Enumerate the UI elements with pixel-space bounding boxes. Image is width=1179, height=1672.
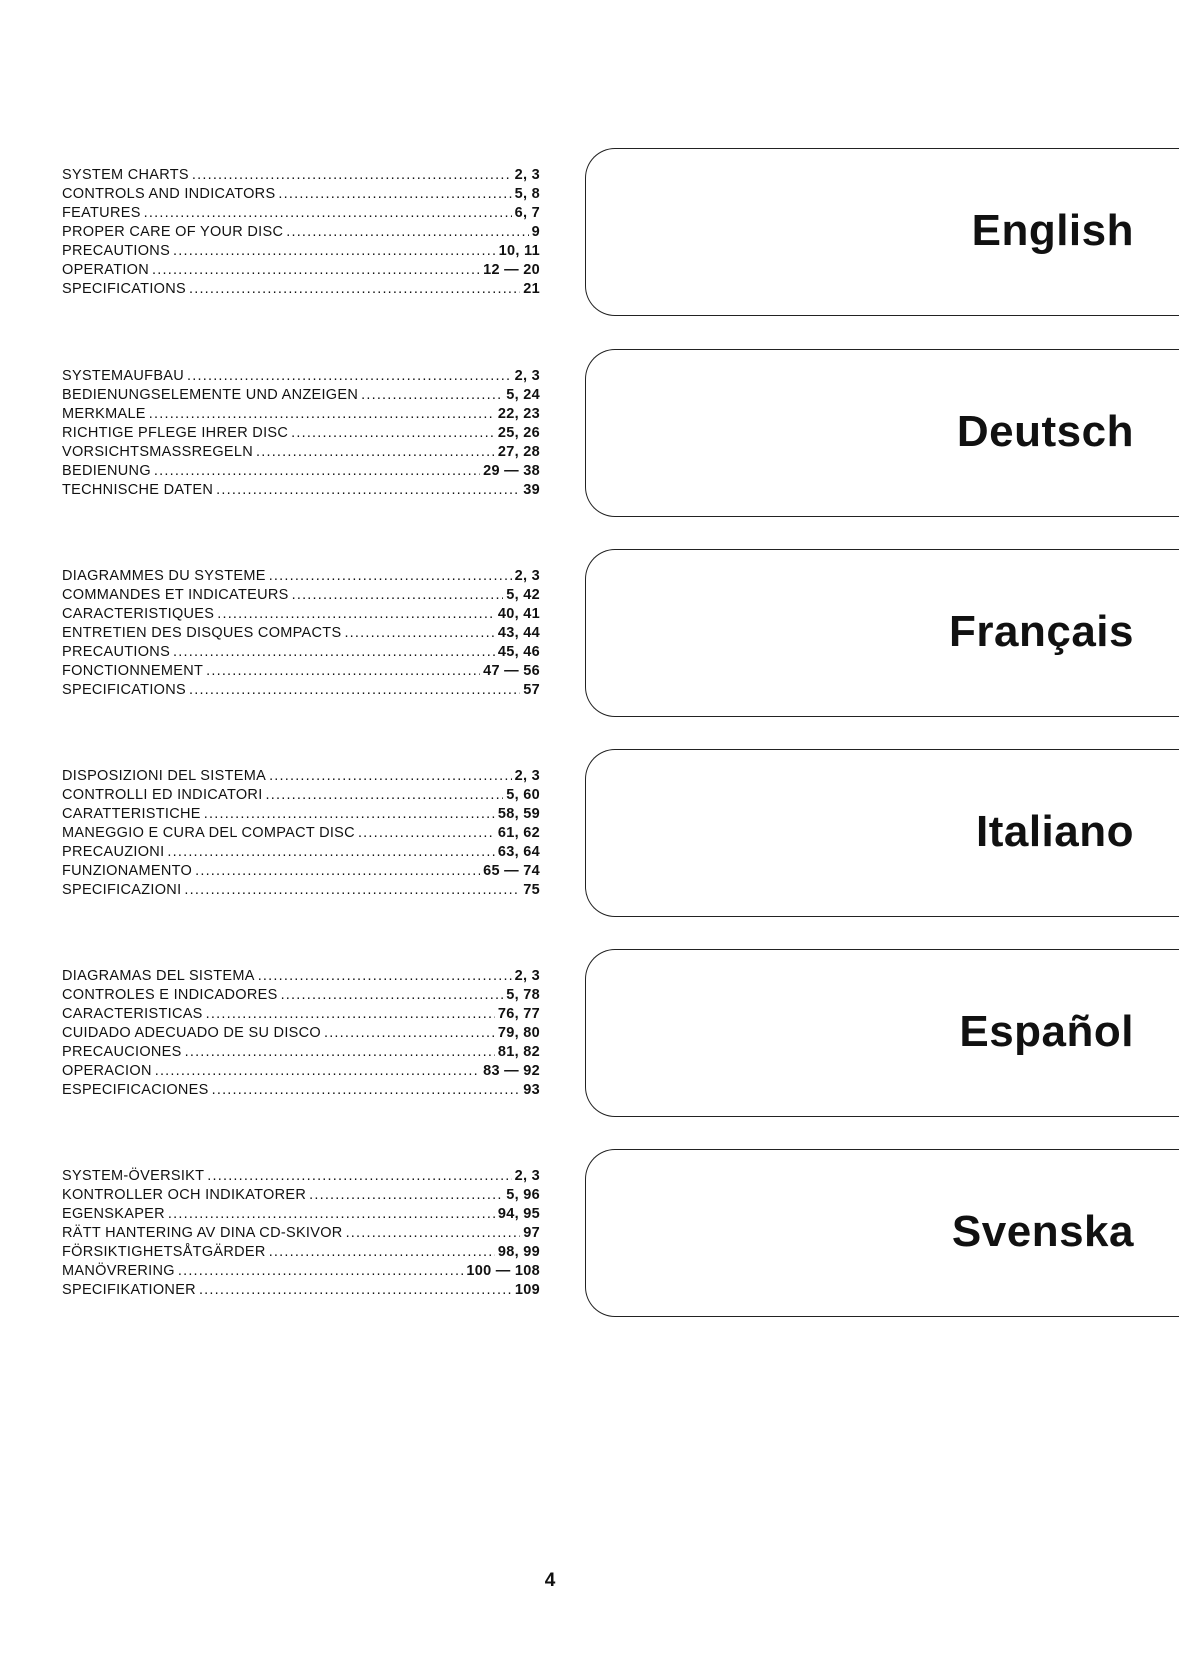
language-tab-label: Français: [949, 607, 1134, 656]
toc-entry[interactable]: [62, 405, 540, 424]
toc-entry-pages: 12 — 20: [483, 262, 540, 278]
toc-entry-title: MANEGGIO E CURA DEL COMPACT DISC: [62, 825, 355, 841]
toc-entry[interactable]: [62, 443, 540, 462]
toc-entry-pages: 5, 8: [514, 186, 540, 202]
language-tab-francais[interactable]: [585, 549, 1179, 717]
toc-entry-title: FEATURES: [62, 205, 141, 221]
dot-leader: [167, 843, 494, 862]
toc-entry-title: CARATTERISTICHE: [62, 806, 201, 822]
toc-entry-title: SPECIFIKATIONER: [62, 1282, 196, 1298]
toc-entry-title: ESPECIFICACIONES: [62, 1082, 209, 1098]
toc-entry-pages: 57: [523, 682, 540, 698]
language-tab-italiano[interactable]: [585, 749, 1179, 917]
toc-entry-pages: 39: [523, 482, 540, 498]
section-deutsch: [0, 349, 1179, 529]
toc-entry[interactable]: [62, 786, 540, 805]
toc-entry-pages: 43, 44: [497, 625, 540, 641]
dot-leader: [173, 643, 495, 662]
language-tab-espanol[interactable]: [585, 949, 1179, 1117]
dot-leader: [168, 1205, 495, 1224]
toc-entry[interactable]: [62, 386, 540, 405]
toc-entry-pages: 93: [523, 1082, 540, 1098]
toc-entry-pages: 5, 96: [506, 1187, 540, 1203]
dot-leader: [217, 605, 495, 624]
dot-leader: [258, 967, 512, 986]
toc-entry-pages: 22, 23: [497, 406, 540, 422]
dot-leader: [292, 586, 504, 605]
dot-leader: [192, 166, 512, 185]
toc-entry-pages: 81, 82: [497, 1044, 540, 1060]
toc-entry-pages: 100 — 108: [466, 1263, 540, 1279]
toc-entry-pages: 2, 3: [514, 167, 540, 183]
toc-entry-title: DIAGRAMMES DU SYSTEME: [62, 568, 266, 584]
toc-entry-title: SYSTEMAUFBAU: [62, 368, 185, 384]
toc-entry-title: CARACTERISTIQUES: [62, 606, 215, 622]
toc-entry[interactable]: [62, 242, 540, 261]
toc-entry[interactable]: [62, 462, 540, 481]
dot-leader: [269, 767, 512, 786]
toc-entry-pages: 75: [523, 882, 540, 898]
section-espanol: [0, 949, 1179, 1129]
toc-entry-title: BEDIENUNG: [62, 463, 151, 479]
language-tab-label: Español: [959, 1007, 1134, 1056]
section-english: [0, 148, 1179, 328]
dot-leader: [256, 443, 495, 462]
toc-entry-pages: 45, 46: [497, 644, 540, 660]
dot-leader: [189, 280, 520, 299]
language-tab-english[interactable]: [585, 148, 1179, 316]
toc-entry[interactable]: [62, 1281, 540, 1300]
toc-entry-pages: 47 — 56: [483, 663, 540, 679]
dot-leader: [206, 662, 480, 681]
toc-entry-pages: 2, 3: [514, 1168, 540, 1184]
toc-entry[interactable]: [62, 681, 540, 700]
toc-entry[interactable]: [62, 185, 540, 204]
toc-entry[interactable]: [62, 1005, 540, 1024]
toc-entry[interactable]: [62, 843, 540, 862]
toc-entry[interactable]: [62, 881, 540, 900]
toc-entry-pages: 21: [523, 281, 540, 297]
toc-entry-pages: 9: [531, 224, 540, 240]
dot-leader: [216, 481, 520, 500]
dot-leader: [155, 1062, 480, 1081]
toc-entry[interactable]: [62, 1081, 540, 1100]
toc-entry-title: PRECAUTIONS: [62, 644, 171, 660]
toc-entry[interactable]: [62, 1186, 540, 1205]
language-tab-label: English: [971, 206, 1134, 255]
dot-leader: [149, 405, 495, 424]
toc-entry-pages: 65 — 74: [483, 863, 540, 879]
dot-leader: [173, 242, 496, 261]
toc-entry-title: DIAGRAMAS DEL SISTEMA: [62, 968, 255, 984]
toc-entry-title: SYSTEM-ÖVERSIKT: [62, 1168, 205, 1184]
toc-entry[interactable]: [62, 1224, 540, 1243]
toc-entry[interactable]: [62, 567, 540, 586]
toc-entry-title: FONCTIONNEMENT: [62, 663, 204, 679]
dot-leader: [199, 1281, 512, 1300]
page-number: 4: [544, 1570, 556, 1591]
toc-list: [62, 767, 540, 900]
toc-entry[interactable]: [62, 280, 540, 299]
toc-entry-title: CARACTERISTICAS: [62, 1006, 203, 1022]
toc-entry-pages: 109: [514, 1282, 540, 1298]
toc-entry-title: RICHTIGE PFLEGE IHRER DISC: [62, 425, 289, 441]
toc-entry-pages: 27, 28: [497, 444, 540, 460]
toc-entry-pages: 2, 3: [514, 568, 540, 584]
dot-leader: [152, 261, 480, 280]
toc-entry-pages: 58, 59: [497, 806, 540, 822]
toc-entry-pages: 79, 80: [497, 1025, 540, 1041]
section-italiano: [0, 749, 1179, 929]
toc-entry-pages: 98, 99: [497, 1244, 540, 1260]
dot-leader: [144, 204, 512, 223]
section-francais: [0, 549, 1179, 729]
toc-entry-title: PRECAUZIONI: [62, 844, 165, 860]
dot-leader: [206, 1005, 495, 1024]
toc-entry-title: VORSICHTSMASSREGELN: [62, 444, 254, 460]
language-tab-label: Svenska: [951, 1207, 1134, 1256]
dot-leader: [346, 1224, 521, 1243]
dot-leader: [184, 881, 520, 900]
toc-entry-title: MANÖVRERING: [62, 1263, 175, 1279]
language-tab-svenska[interactable]: [585, 1149, 1179, 1317]
toc-entry-pages: 40, 41: [497, 606, 540, 622]
toc-entry[interactable]: [62, 624, 540, 643]
dot-leader: [344, 624, 494, 643]
dot-leader: [204, 805, 495, 824]
toc-entry[interactable]: [62, 767, 540, 786]
toc-entry-pages: 94, 95: [497, 1206, 540, 1222]
dot-leader: [291, 424, 495, 443]
dot-leader: [207, 1167, 511, 1186]
toc-entry-pages: 5, 42: [506, 587, 540, 603]
toc-entry[interactable]: [62, 967, 540, 986]
language-tab-label: Deutsch: [956, 407, 1134, 456]
toc-entry-pages: 25, 26: [497, 425, 540, 441]
toc-entry[interactable]: [62, 986, 540, 1005]
toc-entry[interactable]: [62, 1243, 540, 1262]
dot-leader: [266, 786, 504, 805]
toc-entry-pages: 61, 62: [497, 825, 540, 841]
toc-entry-title: PROPER CARE OF YOUR DISC: [62, 224, 284, 240]
toc-entry-title: MERKMALE: [62, 406, 146, 422]
toc-entry-title: CUIDADO ADECUADO DE SU DISCO: [62, 1025, 321, 1041]
dot-leader: [286, 223, 528, 242]
dot-leader: [154, 462, 480, 481]
dot-leader: [281, 986, 504, 1005]
toc-entry[interactable]: [62, 862, 540, 881]
dot-leader: [212, 1081, 521, 1100]
toc-list: [62, 567, 540, 700]
dot-leader: [195, 862, 480, 881]
dot-leader: [178, 1262, 463, 1281]
section-svenska: [0, 1149, 1179, 1329]
toc-entry-title: OPERATION: [62, 262, 150, 278]
toc-entry-pages: 63, 64: [497, 844, 540, 860]
toc-entry-pages: 5, 78: [506, 987, 540, 1003]
toc-entry[interactable]: [62, 204, 540, 223]
toc-entry-title: BEDIENUNGSELEMENTE UND ANZEIGEN: [62, 387, 359, 403]
toc-entry-title: DISPOSIZIONI DEL SISTEMA: [62, 768, 267, 784]
language-tab-deutsch[interactable]: [585, 349, 1179, 517]
toc-entry-pages: 97: [523, 1225, 540, 1241]
toc-entry-title: PRECAUTIONS: [62, 243, 171, 259]
dot-leader: [187, 367, 512, 386]
toc-entry[interactable]: [62, 805, 540, 824]
toc-entry[interactable]: [62, 605, 540, 624]
toc-entry-title: SPECIFICATIONS: [62, 281, 186, 297]
toc-entry[interactable]: [62, 166, 540, 185]
dot-leader: [185, 1043, 495, 1062]
toc-entry-pages: 2, 3: [514, 768, 540, 784]
toc-entry-title: FÖRSIKTIGHETSÅTGÄRDER: [62, 1244, 266, 1260]
toc-entry-pages: 29 — 38: [483, 463, 540, 479]
toc-entry-title: ENTRETIEN DES DISQUES COMPACTS: [62, 625, 342, 641]
toc-entry-title: CONTROLES E INDICADORES: [62, 987, 278, 1003]
toc-entry-title: SPECIFICATIONS: [62, 682, 186, 698]
dot-leader: [269, 567, 512, 586]
dot-leader: [358, 824, 495, 843]
toc-entry-title: COMMANDES ET INDICATEURS: [62, 587, 289, 603]
dot-leader: [189, 681, 520, 700]
toc-entry[interactable]: [62, 1043, 540, 1062]
toc-entry-pages: 2, 3: [514, 368, 540, 384]
toc-entry[interactable]: [62, 261, 540, 280]
dot-leader: [324, 1024, 495, 1043]
toc-entry-title: RÄTT HANTERING AV DINA CD-SKIVOR: [62, 1225, 343, 1241]
toc-entry-title: SPECIFICAZIONI: [62, 882, 182, 898]
toc-entry[interactable]: [62, 424, 540, 443]
toc-entry-pages: 76, 77: [497, 1006, 540, 1022]
toc-entry-pages: 5, 60: [506, 787, 540, 803]
toc-entry-title: PRECAUCIONES: [62, 1044, 182, 1060]
language-tab-label: Italiano: [975, 807, 1134, 856]
dot-leader: [309, 1186, 503, 1205]
toc-list: [62, 166, 540, 299]
toc-entry-pages: 5, 24: [506, 387, 540, 403]
toc-entry[interactable]: [62, 1024, 540, 1043]
toc-entry[interactable]: [62, 223, 540, 242]
toc-entry[interactable]: [62, 824, 540, 843]
toc-entry-pages: 83 — 92: [483, 1063, 540, 1079]
toc-entry[interactable]: [62, 367, 540, 386]
toc-entry[interactable]: [62, 1205, 540, 1224]
toc-entry-pages: 10, 11: [498, 243, 540, 259]
toc-entry[interactable]: [62, 662, 540, 681]
toc-entry[interactable]: [62, 643, 540, 662]
toc-entry[interactable]: [62, 481, 540, 500]
toc-entry-title: OPERACION: [62, 1063, 152, 1079]
toc-entry-pages: 6, 7: [514, 205, 540, 221]
toc-entry-title: TECHNISCHE DATEN: [62, 482, 214, 498]
toc-entry-title: CONTROLLI ED INDICATORI: [62, 787, 263, 803]
dot-leader: [269, 1243, 495, 1262]
toc-entry[interactable]: [62, 1262, 540, 1281]
toc-list: [62, 367, 540, 500]
dot-leader: [361, 386, 503, 405]
toc-entry[interactable]: [62, 1062, 540, 1081]
toc-entry[interactable]: [62, 1167, 540, 1186]
toc-entry[interactable]: [62, 586, 540, 605]
toc-entry-title: EGENSKAPER: [62, 1206, 165, 1222]
toc-list: [62, 1167, 540, 1300]
toc-list: [62, 967, 540, 1100]
dot-leader: [278, 185, 511, 204]
toc-entry-title: KONTROLLER OCH INDIKATORER: [62, 1187, 307, 1203]
toc-entry-title: CONTROLS AND INDICATORS: [62, 186, 276, 202]
toc-entry-title: SYSTEM CHARTS: [62, 167, 189, 183]
toc-entry-title: FUNZIONAMENTO: [62, 863, 193, 879]
toc-entry-pages: 2, 3: [514, 968, 540, 984]
